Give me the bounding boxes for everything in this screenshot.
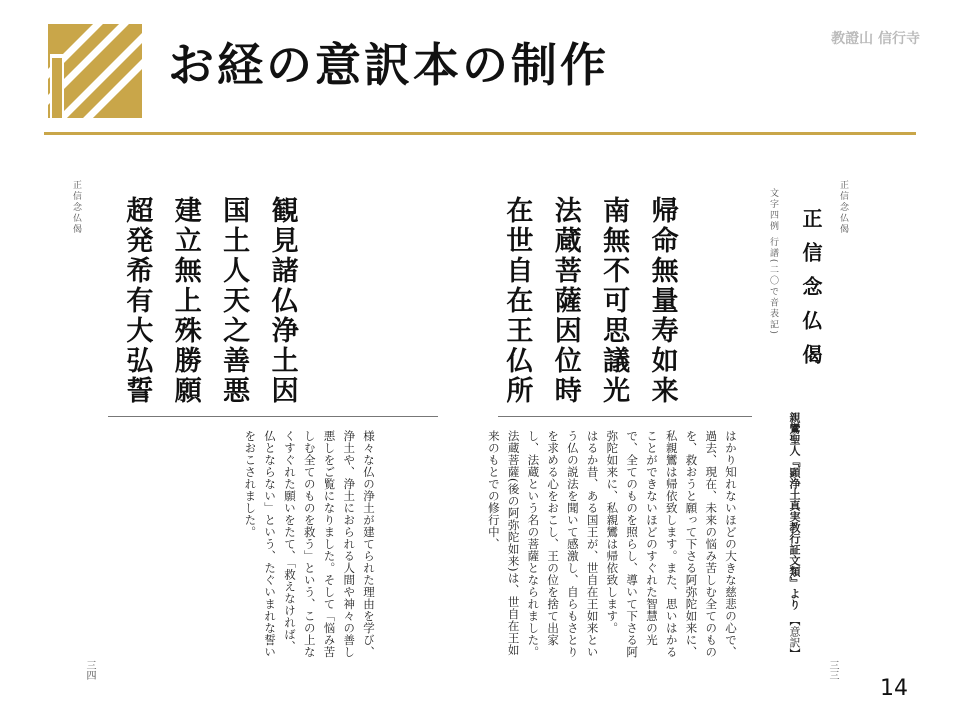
left-folio: 三四 — [84, 660, 95, 680]
header-divider — [44, 132, 916, 135]
translation-paragraph: はかり知れないほどの大きな慈悲の心で、過去、現在、未来の悩み苦しむ全てのものを、救おうと願って下さる阿弥陀如来に、私親鸞は帰依致します。また、思いはかることができないほどのすぐれた智慧の光で、全てのものを照らし、導いて下さる阿弥陀如来に、私親鸞は帰依致します。 — [605, 430, 738, 658]
book-page-right — [488, 168, 850, 686]
verse-line: 建立無上殊勝願 — [169, 196, 201, 406]
verse-line: 帰命無量寿如来 — [646, 196, 678, 406]
verse-line: 在世自在王仏所 — [501, 196, 533, 406]
gold-stripes-logo-icon — [48, 24, 142, 118]
right-meta: 文字四例 行譜(二〇で音表記) — [768, 188, 778, 336]
right-folio: 三三 — [827, 660, 838, 680]
slide-page-number: 14 — [880, 676, 908, 701]
page-title: お経の意訳本の制作 — [168, 38, 609, 92]
book-page-left — [64, 168, 444, 686]
translation-paragraph: 様々な仏の浄土が建てられた理由を学び、浄土や、浄土におられる人間や神々の善し悪しをご覧になりました。そして「悩み苦しむ全てのものを救う」という、この上なくすぐれた願いをたて、「救えなければ、仏とならない」という、たぐいまれな誓いをおこされました。 — [243, 430, 376, 658]
left-verses — [112, 196, 306, 406]
right-heading: 正信念仏偈 — [799, 208, 823, 378]
verse-line: 超発希有大弘誓 — [121, 196, 153, 406]
translation-tag: 【意訳】 — [788, 615, 801, 660]
verse-line: 国土人天之善悪 — [218, 196, 250, 406]
temple-name: 教證山 信行寺 — [831, 31, 920, 47]
verse-line: 観見諸仏浄土因 — [266, 196, 298, 406]
right-translation — [486, 430, 740, 660]
left-divider — [108, 416, 438, 417]
translation-paragraph: はるか昔、ある国王が、世自在王如来という仏の説法を聞いて感激し、自らもさとりを求める心をおこし、王の位を捨て出家し、法蔵という名の菩薩となられました。法蔵菩薩(後の阿弥陀如来)は、世自在王如来のもとでの修行中、 — [486, 430, 600, 658]
verse-line: 南無不可思議光 — [598, 196, 630, 406]
verse-line: 法蔵菩薩因位時 — [549, 196, 581, 406]
right-divider — [498, 416, 752, 417]
right-side-label: 正信念仏偈 — [838, 180, 848, 235]
right-verses — [492, 196, 686, 406]
left-side-label: 正信念仏偈 — [71, 180, 81, 235]
left-translation — [142, 430, 378, 660]
right-source-block — [744, 412, 804, 662]
source-citation: 親鸞聖人『顕浄土真実教行証文類』より — [788, 412, 801, 610]
